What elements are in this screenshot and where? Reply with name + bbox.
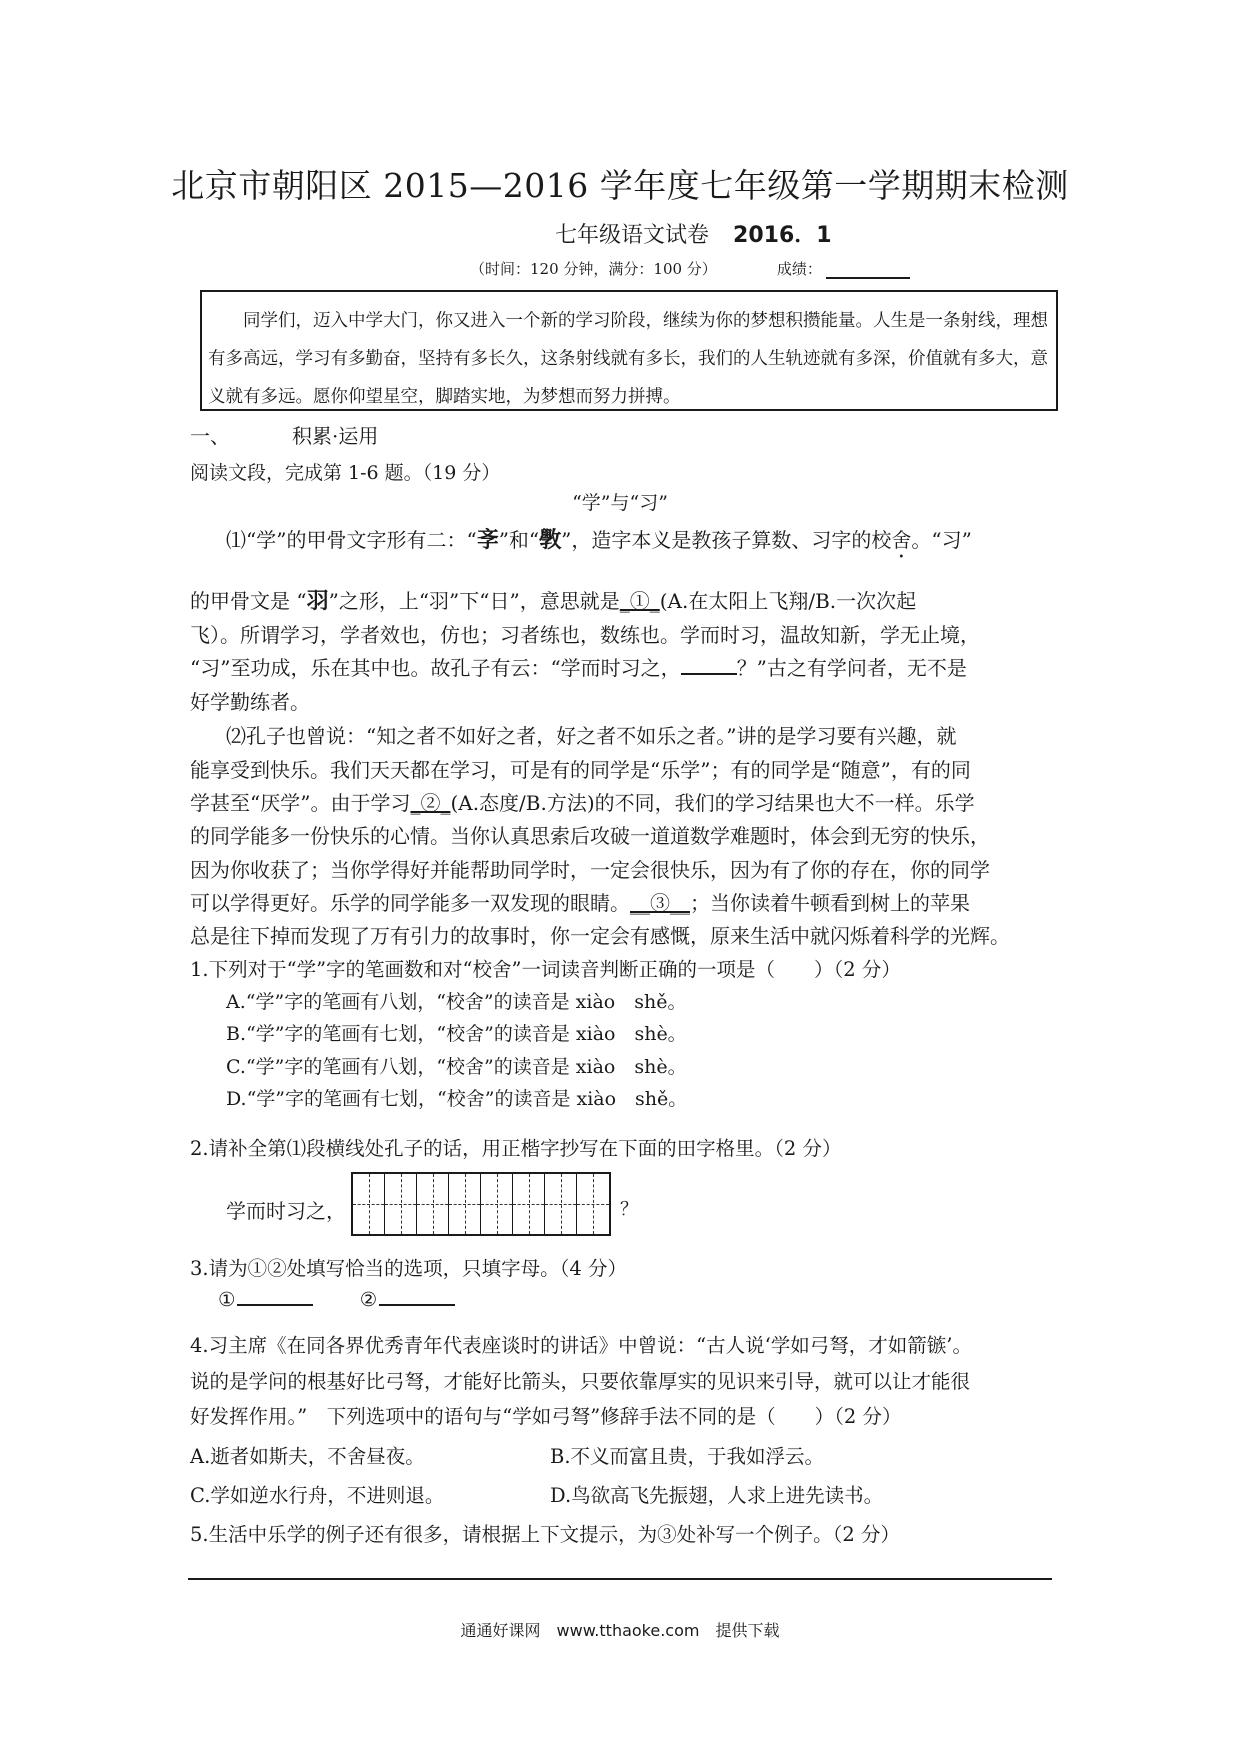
q4-option-a: A.逝者如斯夫，不舍昼夜。 <box>190 1445 425 1468</box>
q1-option-b: B.“学”字的笔画有七划，“校舍”的读音是 xiào shè。 <box>226 1023 687 1045</box>
q3-label-1: ① <box>218 1288 236 1311</box>
p1-text: ⑴“学”的甲骨文字形有二：“ <box>226 528 477 552</box>
p2-text: 可以学得更好。乐学的同学能多一双发现的眼睛。 <box>190 891 630 915</box>
section-instruction: 阅读文段，完成第 1-6 题。（19 分） <box>190 462 501 484</box>
p1-text: “习”至功成，乐在其中也。故孔子有云：“学而时习之， <box>190 656 681 680</box>
q4-option-c: C.学如逆水行舟，不进则退。 <box>190 1484 445 1507</box>
p1-text: ？”古之有学问者，无不是 <box>736 656 967 680</box>
p1-line3: 飞）。所谓学习，学者效也，仿也；习者练也，数练也。学而时习，温故知新，学无止境， <box>190 623 980 647</box>
footer-rule <box>188 1578 1052 1580</box>
grid-cell[interactable] <box>481 1174 513 1234</box>
grid-cell[interactable] <box>545 1174 577 1234</box>
grid-cell[interactable] <box>449 1174 481 1234</box>
p2-line7: 总是往下掉而发现了万有引力的故事时，你一定会有感慨，原来生活中就闪烁着科学的光辉。 <box>190 924 1010 948</box>
p1-text: ”和“ <box>498 528 540 552</box>
blank-3: __③__ <box>630 891 690 915</box>
q1-option-d: D.“学”字的笔画有七划，“校舍”的读音是 xiào shě。 <box>226 1088 688 1110</box>
grid-cell[interactable] <box>353 1174 385 1234</box>
dotted-char: 舍 <box>891 528 912 552</box>
grid-suffix: ？ <box>620 1199 638 1220</box>
oracle-glyph-xue2: 斆 <box>539 528 562 553</box>
p2-line4: 的同学能多一份快乐的心情。当你认真思索后攻破一道道数学难题时，体会到无穷的快乐， <box>190 824 990 848</box>
p2-line5: 因为你收获了；当你学得好并能帮助同学时，一定会很快乐，因为有了你的存在，你的同学 <box>190 858 990 882</box>
section-number: 一、 <box>190 424 230 448</box>
p1-line5: 好学勤练者。 <box>190 690 310 714</box>
grid-cell[interactable] <box>417 1174 449 1234</box>
question-5: 5.生活中乐学的例子还有很多，请根据上下文提示，为③处补写一个例子。（2 分） <box>190 1523 900 1546</box>
p2-text: 学甚至“厌学”。由于学习 <box>190 791 411 815</box>
subtitle-text: 七年级语文试卷 <box>555 223 710 248</box>
p1-text: ”之形，上“羽”下“日”，意思就是 <box>328 589 620 613</box>
exam-date: 2016．1 <box>733 223 832 248</box>
q4-option-b: B.不义而富且贵，于我如浮云。 <box>550 1445 825 1468</box>
p2-text: ；当你读着牛顿看到树上的苹果 <box>690 891 970 915</box>
footer-text: 通通好课网 www.tthaoke.com 提供下载 <box>460 1621 780 1640</box>
p1-line2 <box>190 584 916 615</box>
q1-option-a: A.“学”字的笔画有八划，“校舍”的读音是 xiào shě。 <box>226 991 687 1013</box>
blank-quote <box>681 657 737 675</box>
p1-text: 的甲骨文是 “ <box>190 589 307 613</box>
section-name: 积累·运用 <box>292 424 379 448</box>
p2-line1: ⑵孔子也曾说：“知之者不如好之者，好之者不如乐之者。”讲的是学习要有兴趣，就 <box>226 724 957 748</box>
q1-option-c: C.“学”字的笔画有八划，“校舍”的读音是 xiào shè。 <box>226 1056 687 1078</box>
exam-meta <box>470 258 910 279</box>
p1-line1 <box>226 523 972 563</box>
grid-cell[interactable] <box>385 1174 417 1234</box>
p1-line4 <box>190 652 967 681</box>
q3-answer-2[interactable] <box>379 1286 455 1306</box>
exam-title: 北京市朝阳区 2015—2016 学年度七年级第一学期期末检测 <box>171 166 1069 205</box>
section-heading <box>190 420 378 449</box>
exam-subtitle <box>555 218 832 249</box>
p2-text: (A.态度/B.方法)的不同，我们的学习结果也大不一样。乐学 <box>450 791 975 815</box>
p1-text: 。“习” <box>911 528 972 552</box>
question-1: 1.下列对于“学”字的笔画数和对“校舍”一词读音判断正确的一项是（ ）（2 分） <box>190 958 901 981</box>
grid-cell[interactable] <box>513 1174 545 1234</box>
p2-line2: 能享受到快乐。我们天天都在学习，可是有的同学是“乐学”；有的同学是“随意”，有的同 <box>190 758 971 782</box>
p2-line6 <box>190 887 970 916</box>
q4-option-d: D.鸟欲高飞先振翅，人求上进先读书。 <box>550 1484 884 1507</box>
blank-2: _②_ <box>410 791 451 815</box>
passage-title: “学”与“习” <box>572 492 668 514</box>
intro-text: 同学们，迈入中学大门，你又进入一个新的学习阶段，继续为你的梦想积攒能量。人生是一条射线，理想有多高远，学习有多勤奋，坚持有多长久，这条射线就有多长，我们的人生轨迹就有多深，价值就有多大，意义就有多远。愿你仰望星空，脚踏实地，为梦想而努力拼搏。 <box>208 311 1048 407</box>
intro-box <box>200 290 1058 411</box>
p1-text: (A.在太阳上飞翔/B.一次次起 <box>659 589 917 613</box>
question-4-line3: 好发挥作用。” 下列选项中的语句与“学如弓弩”修辞手法不同的是（ ）（2 分） <box>190 1405 902 1428</box>
score-field[interactable] <box>826 261 910 279</box>
question-4-line1: 4.习主席《在同各界优秀青年代表座谈时的讲话》中曾说：“古人说‘学如弓弩，才如箭镞’。 <box>190 1334 972 1357</box>
oracle-glyph-xi: 羽 <box>306 589 329 614</box>
p2-line3 <box>190 787 975 816</box>
question-2: 2.请补全第⑴段横线处孔子的话，用正楷字抄写在下面的田字格里。（2 分） <box>190 1137 842 1160</box>
question-4-line2: 说的是学问的根基好比弓弩，才能好比箭头，只要依靠厚实的见识来引导，就可以让才能很 <box>190 1370 971 1393</box>
q3-label-2: ② <box>359 1288 378 1311</box>
score-label: 成绩： <box>776 260 822 278</box>
p1-text: ”，造字本义是教孩子算数、习字的校 <box>561 528 892 552</box>
grid-cell[interactable] <box>577 1174 609 1234</box>
q3-answer-1[interactable] <box>237 1286 313 1306</box>
blank-1: _①_ <box>619 589 660 613</box>
grid-prefix: 学而时习之， <box>226 1199 346 1223</box>
oracle-glyph-xue1: 斈 <box>476 528 499 553</box>
question-3: 3.请为①②处填写恰当的选项，只填字母。（4 分） <box>190 1257 627 1280</box>
q3-answers <box>218 1286 455 1311</box>
tianzige-grid[interactable] <box>351 1172 611 1236</box>
time-info: （时间：120 分钟，满分：100 分） <box>470 260 717 278</box>
